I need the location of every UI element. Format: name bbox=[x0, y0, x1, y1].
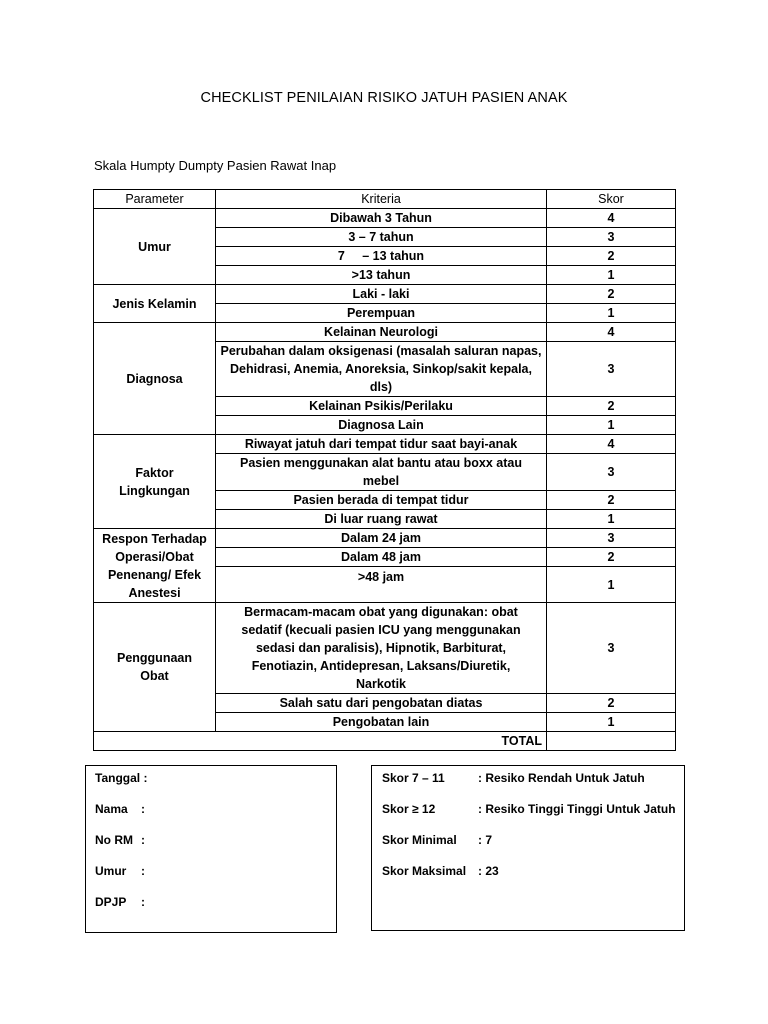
parameter-diagnosa: Diagnosa bbox=[94, 323, 216, 435]
skor-cell: 1 bbox=[547, 416, 676, 435]
dpjp-field[interactable] bbox=[95, 895, 215, 909]
score-legend-box bbox=[371, 765, 685, 931]
score-item bbox=[382, 771, 645, 785]
skor-cell: 4 bbox=[547, 209, 676, 228]
skor-cell: 1 bbox=[547, 304, 676, 323]
skor-cell: 2 bbox=[547, 491, 676, 510]
dpjp-label: DPJP bbox=[95, 895, 127, 909]
skor-cell: 2 bbox=[547, 694, 676, 713]
skor-cell: 1 bbox=[547, 510, 676, 529]
kriteria-cell: Pasien berada di tempat tidur bbox=[216, 491, 547, 510]
parameter-penggunaan-obat: Penggunaan Obat bbox=[94, 603, 216, 732]
kriteria-cell: Dibawah 3 Tahun bbox=[216, 209, 547, 228]
score-label: Skor Maksimal bbox=[382, 864, 467, 878]
kriteria-cell: Perempuan bbox=[216, 304, 547, 323]
total-row bbox=[94, 732, 676, 751]
parameter-respon: Respon Terhadap Operasi/Obat Penenang/ Efek Anestesi bbox=[94, 529, 216, 603]
table-row bbox=[94, 323, 676, 342]
header-kriteria: Kriteria bbox=[216, 190, 547, 209]
kriteria-cell: Perubahan dalam oksigenasi (masalah saluran napas, Dehidrasi, Anemia, Anoreksia, Sinkop/sakit kepala, dls) bbox=[216, 342, 547, 397]
kriteria-cell: Dalam 24 jam bbox=[216, 529, 547, 548]
parameter-umur: Umur bbox=[94, 209, 216, 285]
kriteria-cell: Diagnosa Lain bbox=[216, 416, 547, 435]
kriteria-cell: Bermacam-macam obat yang digunakan: obat sedatif (kecuali pasien ICU yang menggunakan sedasi dan paralisis), Hipnotik, Barbiturat, Fenotiazin, Antidepresan, Laksans/Diuretik, Narkotik bbox=[216, 603, 547, 694]
score-value: : Resiko Rendah Untuk Jatuh bbox=[478, 771, 645, 785]
kriteria-cell: Riwayat jatuh dari tempat tidur saat bayi-anak bbox=[216, 435, 547, 454]
score-value: : 23 bbox=[478, 864, 499, 878]
score-label: Skor Minimal bbox=[382, 833, 457, 847]
score-label: Skor 7 – 11 bbox=[382, 771, 445, 785]
skor-cell: 3 bbox=[547, 228, 676, 247]
kriteria-cell: Salah satu dari pengobatan diatas bbox=[216, 694, 547, 713]
kriteria-cell: >48 jam bbox=[216, 567, 547, 603]
total-label: TOTAL bbox=[94, 732, 547, 751]
skor-cell: 1 bbox=[547, 266, 676, 285]
skor-cell: 3 bbox=[547, 529, 676, 548]
score-value: : 7 bbox=[478, 833, 493, 847]
kriteria-cell: Kelainan Psikis/Perilaku bbox=[216, 397, 547, 416]
table-row bbox=[94, 529, 676, 548]
skor-cell: 2 bbox=[547, 247, 676, 266]
header-parameter: Parameter bbox=[94, 190, 216, 209]
kriteria-cell: Laki - laki bbox=[216, 285, 547, 304]
no-rm-colon: : bbox=[141, 833, 145, 847]
patient-info-box bbox=[85, 765, 337, 933]
skor-cell: 3 bbox=[547, 603, 676, 694]
skor-cell: 4 bbox=[547, 323, 676, 342]
risk-table bbox=[93, 189, 676, 751]
table-row bbox=[94, 285, 676, 304]
nama-field[interactable] bbox=[95, 802, 215, 816]
page-title: CHECKLIST PENILAIAN RISIKO JATUH PASIEN ANAK bbox=[200, 90, 568, 106]
no-rm-label: No RM bbox=[95, 833, 133, 847]
tanggal-label: Tanggal : bbox=[95, 771, 148, 785]
score-item bbox=[382, 864, 499, 878]
skor-cell: 3 bbox=[547, 454, 676, 491]
skor-cell: 2 bbox=[547, 285, 676, 304]
skor-cell: 2 bbox=[547, 548, 676, 567]
skor-cell: 4 bbox=[547, 435, 676, 454]
score-value: : Resiko Tinggi Tinggi Untuk Jatuh bbox=[478, 802, 676, 816]
kriteria-cell: Di luar ruang rawat bbox=[216, 510, 547, 529]
nama-colon: : bbox=[141, 802, 145, 816]
kriteria-cell: >13 tahun bbox=[216, 266, 547, 285]
skor-cell: 2 bbox=[547, 397, 676, 416]
kriteria-cell: 7 – 13 tahun bbox=[216, 247, 547, 266]
parameter-jenis-kelamin: Jenis Kelamin bbox=[94, 285, 216, 323]
score-label: Skor ≥ 12 bbox=[382, 802, 436, 816]
nama-label: Nama bbox=[95, 802, 128, 816]
parameter-faktor-lingkungan: Faktor Lingkungan bbox=[94, 435, 216, 529]
score-item bbox=[382, 833, 492, 847]
table-row bbox=[94, 435, 676, 454]
skor-cell: 1 bbox=[547, 713, 676, 732]
table-header-row bbox=[94, 190, 676, 209]
dpjp-colon: : bbox=[141, 895, 145, 909]
kriteria-cell: Pengobatan lain bbox=[216, 713, 547, 732]
total-value[interactable] bbox=[547, 732, 676, 751]
score-item bbox=[382, 802, 676, 816]
umur-colon: : bbox=[141, 864, 145, 878]
tanggal-field[interactable] bbox=[95, 771, 147, 785]
kriteria-cell: Kelainan Neurologi bbox=[216, 323, 547, 342]
no-rm-field[interactable] bbox=[95, 833, 215, 847]
skor-cell: 3 bbox=[547, 342, 676, 397]
kriteria-cell: Pasien menggunakan alat bantu atau boxx atau mebel bbox=[216, 454, 547, 491]
umur-field[interactable] bbox=[95, 864, 215, 878]
kriteria-cell: 3 – 7 tahun bbox=[216, 228, 547, 247]
skor-cell: 1 bbox=[547, 567, 676, 603]
page-subtitle: Skala Humpty Dumpty Pasien Rawat Inap bbox=[94, 158, 337, 173]
header-skor: Skor bbox=[547, 190, 676, 209]
table-row bbox=[94, 209, 676, 228]
table-row bbox=[94, 603, 676, 694]
kriteria-cell: Dalam 48 jam bbox=[216, 548, 547, 567]
umur-label: Umur bbox=[95, 864, 127, 878]
